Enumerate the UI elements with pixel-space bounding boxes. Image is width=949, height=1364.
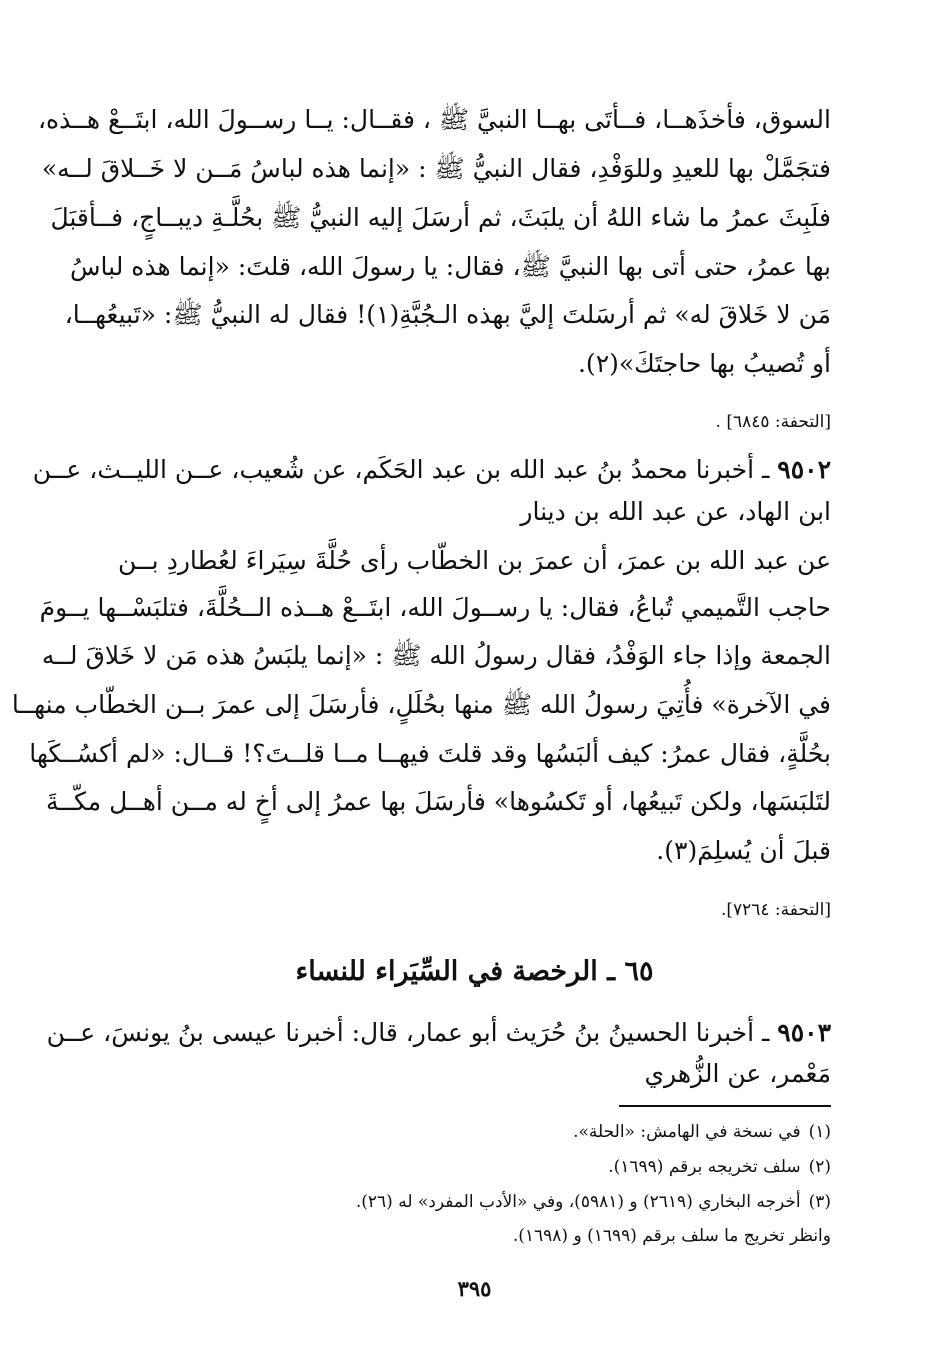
footnote-text: أخرجه البخاري (٢٦١٩) و (٥٩٨١)، وفي «الأدب المفرد» له (٢٦). (355, 1192, 801, 1212)
chapter-heading: ٦٥ ـ الرخصة في السِّيَراء للنساء (295, 956, 654, 987)
text-line: قبلَ أن يُسلِمَ(٣). (656, 836, 831, 865)
footnote-divider (619, 1105, 831, 1107)
footnote-mark: (١) (808, 1122, 831, 1142)
footnote-text: في نسخة في الهامش: «الحلة». (573, 1122, 801, 1142)
hadith-chain-line (46, 1012, 831, 1054)
text-line: حاجب التَّميمي تُباعُ، فقال: يا رســولَ الله، ابتَــعْ هــذه الــحُلَّةَ، فتلبَسْــها يــومَ (39, 593, 831, 622)
text-line: عن عبد الله بن عمرَ، أن عمرَ بن الخطّاب رأى حُلَّةَ سِيَراءَ لعُطاردِ بــن (118, 546, 831, 575)
footnote-mark: (٢) (808, 1157, 831, 1177)
footnote-mark: (٣) (808, 1192, 831, 1212)
footnote (118, 1222, 831, 1250)
hadith-number: ٩٥٠٣ (777, 1018, 831, 1047)
hadith-chain-text: ـ أخبرنا الحسينُ بنُ حُرَيث أبو عمار، قال: أخبرنا عيسى بنُ يونسَ، عــن (46, 1018, 770, 1047)
hadith-number: ٩٥٠٢ (777, 455, 831, 484)
hadith-chain-text: ـ أخبرنا محمدُ بنُ عبد الله بن عبد الحَكَم، عن شُعيب، عــن الليــث، عــن (32, 455, 770, 484)
tuhfa-reference: [التحفة: ٧٢٦٤]. (720, 900, 831, 920)
footnote (118, 1153, 831, 1181)
text-line: فتجَمَّلْ بها للعيدِ وللوَفْدِ، فقال النبيُّ ﷺ : «إنما هذه لباسُ مَــن لا خَــلاقَ لــه» (41, 154, 831, 183)
footnote-text: سلف تخريجه برقم (١٦٩٩). (608, 1157, 801, 1177)
text-line: فلَبِثَ عمرُ ما شاء اللهُ أن يلبَثَ، ثم أرسَلَ إليه النبيُّ ﷺ بحُلَّـةِ ديبــاجٍ، فــأقبَلَ (50, 203, 831, 232)
text-line: في الآخرة» فأُتِيَ رسولُ الله ﷺ منها بحُلَلٍ، فأرسَلَ إلى عمرَ بــن الخطّاب منهــا (11, 690, 831, 719)
text-line: أو تُصيبُ بها حاجتَكَ»(٢). (577, 349, 831, 378)
hadith-chain-line (32, 449, 831, 491)
footnote (118, 1118, 831, 1146)
text-line: مَن لا خَلاقَ له» ثم أرسَلتَ إليَّ بهذه الـجُبَّةِ(١)! فقال له النبيُّ ﷺ: «تَبيعُهــا، (64, 300, 831, 329)
footnote-text: وانظر تخريج ما سلف برقم (١٦٩٩) و (١٦٩٨). (512, 1226, 831, 1246)
footnote (118, 1188, 831, 1216)
page-number: ٣٩٥ (457, 1276, 492, 1301)
tuhfa-reference: [التحفة: ٦٨٤٥] . (715, 412, 831, 432)
text-line: لتَلبَسَها، ولكن تَبيعُها، أو تَكسُوها» فأرسَلَ بها عمرُ إلى أخٍ له مــن أهــل مكّــةَ (45, 787, 831, 816)
text-line: بها عمرُ، حتى أتى بها النبيَّ ﷺ، فقال: يا رسولَ الله، قلتَ: «إنما هذه لباسُ (70, 252, 831, 281)
text-line: الجمعة وإذا جاء الوَفْدُ، فقال رسولُ الله ﷺ : «إنما يلبَسُ هذه مَن لا خَلاقَ لــه (41, 641, 831, 670)
text-line: بحُلَّةٍ، فقال عمرُ: كيف ألبَسُها وقد قلتَ فيهــا مــا قلــتَ؟! قــال: «لم أكسُــكَها (29, 739, 831, 768)
text-line: السوق، فأخذَهــا، فــأتَى بهــا النبيَّ ﷺ ، فقــال: يــا رســولَ الله، ابتَــعْ هــذه، (37, 105, 831, 134)
hadith-chain-line: ابن الهاد، عن عبد الله بن دينار (520, 497, 831, 526)
hadith-chain-line: مَعْمر، عن الزُّهري (644, 1059, 831, 1088)
